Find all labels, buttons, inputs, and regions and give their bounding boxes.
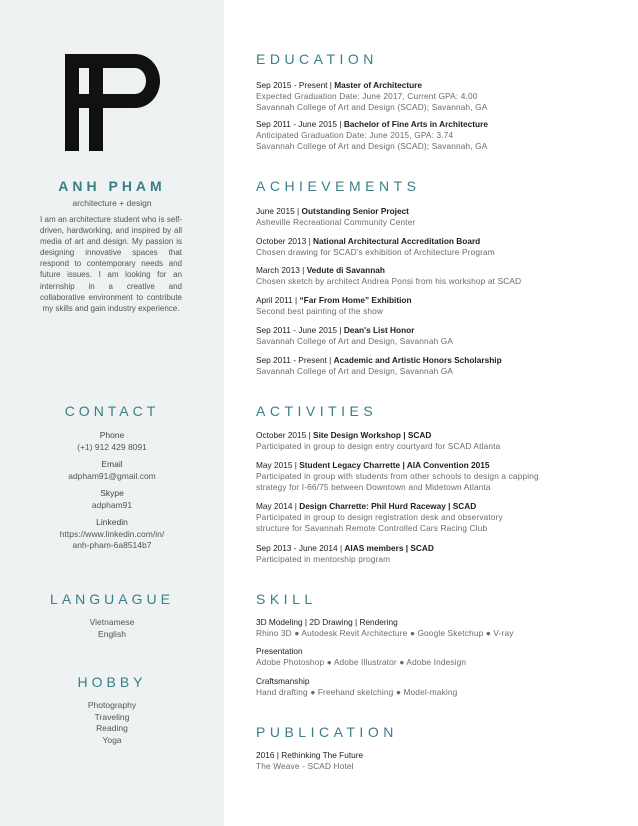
activities-heading: ACTIVITIES <box>256 403 378 419</box>
activity-entry <box>256 501 616 535</box>
entry-desc: Asheville Recreational Community Center <box>256 217 416 228</box>
entry-role: Academic and Artistic Honors Scholarship <box>333 355 502 365</box>
skill-tools: Rhino 3D ● Autodesk Revit Architecture ● Google Sketchup ● V-ray <box>256 628 514 639</box>
skill-heading: SKILL <box>256 591 317 607</box>
education-heading: EDUCATION <box>256 51 378 67</box>
entry-date: Sep 2015 - Present | <box>256 80 335 90</box>
hobby-item: Yoga <box>102 734 122 745</box>
skill-category: Presentation <box>256 646 303 656</box>
contact-label: Email <box>101 459 123 469</box>
skype-value[interactable]: adpham91 <box>91 499 133 510</box>
entry-desc: Participated in group to design entry courtyard for SCAD Atlanta <box>256 441 501 452</box>
entry-desc: Second best painting of the show <box>256 306 384 317</box>
achievement-entry <box>256 265 616 287</box>
publication-heading: PUBLICATION <box>256 724 398 740</box>
entry-date: March 2013 | <box>256 265 307 275</box>
achievements-heading: ACHIEVEMENTS <box>256 178 421 194</box>
activity-entry <box>256 543 616 565</box>
entry-desc: Chosen drawing for SCAD's exhibition of Architecture Program <box>256 247 495 258</box>
entry-desc: Anticipated Graduation Date: June 2015, GPA: 3.74 <box>256 130 454 141</box>
skill-category: 3D Modeling | 2D Drawing | Rendering <box>256 617 398 627</box>
hobby-item: Traveling <box>94 711 130 722</box>
language-heading: LANGUAGUE <box>50 591 174 607</box>
achievement-entry <box>256 325 616 347</box>
entry-role: AIAS members | SCAD <box>344 543 434 553</box>
activity-entry <box>256 430 616 452</box>
contact-label: Phone <box>99 430 125 440</box>
entry-role: Dean's List Honor <box>343 325 415 335</box>
entry-desc: Participated in group with students from other schools to design a capping <box>256 471 539 482</box>
linkedin-link-cont[interactable]: anh-pham-6a8514b7 <box>72 540 152 550</box>
contact-heading: CONTACT <box>64 403 160 419</box>
entry-role: Bachelor of Fine Arts in Architecture <box>343 119 488 129</box>
contact-email <box>0 459 224 482</box>
entry-role: Outstanding Senior Project <box>301 206 409 216</box>
candidate-subtitle: architecture + design <box>72 198 152 208</box>
entry-desc: Savannah College of Art and Design, Savannah GA <box>256 336 454 347</box>
entry-date: Sep 2011 - Present | <box>256 355 334 365</box>
entry-desc: Expected Graduation Date: June 2017, Current GPA: 4.00 <box>256 91 478 102</box>
entry-desc: Chosen sketch by architect Andrea Ponsi from his workshop at SCAD <box>256 276 522 287</box>
achievement-entry <box>256 295 616 317</box>
skill-entry <box>256 676 616 698</box>
entry-date: Sep 2013 - June 2014 | <box>256 543 345 553</box>
hobby-item: Reading <box>96 723 128 733</box>
entry-desc: Savannah College of Art and Design (SCAD); Savannah, GA <box>256 141 488 152</box>
contact-list <box>0 430 224 558</box>
entry-desc: Savannah College of Art and Design (SCAD); Savannah, GA <box>256 102 488 113</box>
contact-label: Skype <box>100 488 124 498</box>
achievement-entry <box>256 355 616 377</box>
education-entry <box>256 119 616 153</box>
activity-entry <box>256 460 616 494</box>
contact-phone <box>0 430 224 453</box>
entry-role: Design Charrette: Phil Hurd Raceway | SCAD <box>299 501 477 511</box>
entry-role: Master of Architecture <box>334 80 423 90</box>
entry-date: May 2015 | <box>256 460 300 470</box>
entry-date: October 2013 | <box>256 236 314 246</box>
entry-desc: strategy for I-66/75 between Downtown and Midetown Atlanta <box>256 482 491 493</box>
entry-role: Student Legacy Charrette | AIA Convention 2015 <box>299 460 490 470</box>
entry-role: Vedute di Savannah <box>306 265 385 275</box>
skill-tools: Hand drafting ● Freehand sketching ● Model-making <box>256 687 458 698</box>
education-entry <box>256 80 616 114</box>
language-item: English <box>98 628 126 639</box>
linkedin-link[interactable]: https://www.linkedin.com/in/ <box>59 528 165 539</box>
contact-label: Linkedin <box>96 517 128 527</box>
achievement-entry <box>256 236 616 258</box>
contact-linkedin <box>0 517 224 552</box>
achievement-entry <box>256 206 616 228</box>
entry-date: June 2015 | <box>256 206 302 216</box>
skill-category: Craftsmanship <box>256 676 310 686</box>
entry-desc: Participated in group to design registration desk and observatory <box>256 512 503 523</box>
language-list <box>0 617 224 640</box>
phone-value[interactable]: (+1) 912 429 8091 <box>77 441 147 452</box>
publication-desc: The Weave - SCAD Hotel <box>256 761 354 772</box>
entry-role: National Architectural Accreditation Board <box>313 236 481 246</box>
ap-monogram-logo <box>65 54 160 151</box>
entry-desc: structure for Savannah Remote Controlled Cars Racing Club <box>256 523 488 534</box>
contact-skype <box>0 488 224 511</box>
publication-title: 2016 | Rethinking The Future <box>256 750 364 760</box>
entry-date: Sep 2011 - June 2015 | <box>256 119 344 129</box>
email-link[interactable]: adpham91@gmail.com <box>68 470 156 481</box>
bio-text: I am an architecture student who is self-driven, hardworking, and inspired by all media of art and design. My passion is designing innovative spaces that respond to contemporary needs and future issues. I am looking for an internship in a creative and collaborative environment to contribute my skills and gain industry experience. <box>40 215 182 313</box>
entry-date: April 2011 | <box>256 295 300 305</box>
publication-entry <box>256 750 616 772</box>
language-item: Vietnamese <box>89 617 135 627</box>
entry-date: May 2014 | <box>256 501 300 511</box>
entry-date: Sep 2011 - June 2015 | <box>256 325 344 335</box>
skill-entry <box>256 646 616 668</box>
skill-entry <box>256 617 616 639</box>
skill-tools: Adobe Photoshop ● Adobe Illustrator ● Adobe Indesign <box>256 657 467 668</box>
entry-role: “Far From Home” Exhibition <box>299 295 412 305</box>
hobby-list <box>0 700 224 746</box>
entry-desc: Savannah College of Art and Design, Savannah GA <box>256 366 454 377</box>
entry-date: October 2015 | <box>256 430 314 440</box>
hobby-heading: HOBBY <box>77 674 147 690</box>
entry-role: Site Design Workshop | SCAD <box>313 430 432 440</box>
entry-desc: Participated in mentorship program <box>256 554 391 565</box>
candidate-name: ANH PHAM <box>58 178 166 194</box>
hobby-item: Photography <box>87 700 137 710</box>
